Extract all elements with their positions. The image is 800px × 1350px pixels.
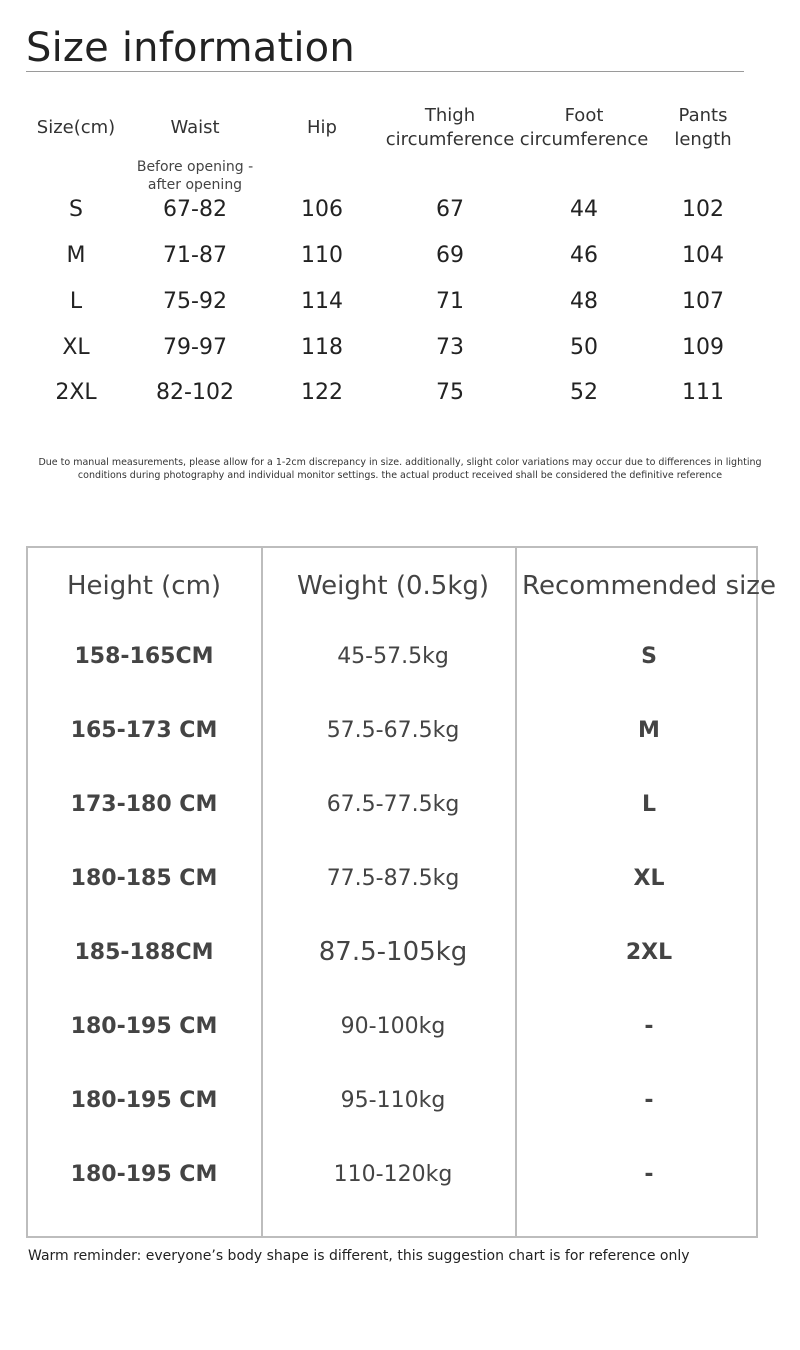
cell-size: XL [62,335,90,360]
waist-subnote: Before opening - after opening [136,159,254,193]
cell-recommended-size: S [641,644,657,669]
table-row [28,937,756,980]
cell-waist: 71-87 [163,243,227,268]
cell-size: 2XL [55,380,97,405]
cell-hip: 110 [301,243,343,268]
cell-pants-length: 102 [682,197,724,222]
table-row [0,380,800,440]
header-recommended-size: Recommended size [522,571,776,601]
table-row [28,1014,756,1054]
header-height: Height (cm) [66,571,222,601]
cell-height: 173-180 CM [70,792,218,817]
cell-weight: 110-120kg [333,1162,453,1187]
cell-waist: 79-97 [163,335,227,360]
cell-foot: 44 [570,197,598,222]
header-hip: Hip [307,117,337,138]
cell-foot: 48 [570,289,598,314]
cell-height: 180-195 CM [70,1014,218,1039]
cell-weight: 90-100kg [340,1014,446,1039]
cell-hip: 118 [301,335,343,360]
cell-thigh: 75 [436,380,464,405]
cell-height: 180-185 CM [70,866,218,891]
cell-thigh: 69 [436,243,464,268]
header-foot: Foot circumference [519,105,649,150]
cell-recommended-size: M [638,718,660,743]
cell-recommended-size: L [641,792,657,817]
cell-pants-length: 111 [682,380,724,405]
cell-hip: 114 [301,289,343,314]
cell-hip: 106 [301,197,343,222]
cell-pants-length: 104 [682,243,724,268]
cell-foot: 50 [570,335,598,360]
disclaimer-line: conditions during photography and individual monitor settings. the actual product received shall be considered the definitive reference [77,470,723,481]
cell-thigh: 67 [436,197,464,222]
cell-recommended-size: 2XL [625,940,673,965]
title-divider [26,71,744,72]
cell-weight: 67.5-77.5kg [326,792,460,817]
cell-waist: 82-102 [156,380,234,405]
size-recommendation-table [26,546,776,1238]
cell-thigh: 73 [436,335,464,360]
header-pants-length: Pants length [674,105,732,150]
cell-height: 180-195 CM [70,1088,218,1113]
cell-weight: 95-110kg [340,1088,446,1113]
cell-recommended-size: - [644,1162,654,1187]
warm-reminder: Warm reminder: everyone’s body shape is different, this suggestion chart is for reference only [28,1248,690,1264]
cell-size: M [66,243,86,268]
header-waist: Waist [170,117,220,138]
cell-pants-length: 109 [682,335,724,360]
header-size: Size(cm) [36,117,116,138]
cell-size: L [69,289,83,314]
measurement-disclaimer [0,456,800,482]
table-row [28,644,756,684]
cell-recommended-size: - [644,1014,654,1039]
cell-pants-length: 107 [682,289,724,314]
page-title: Size information [26,25,355,71]
table-row [28,1162,756,1202]
cell-height: 165-173 CM [70,718,218,743]
recommendation-header [28,565,776,605]
table-row [28,866,756,906]
cell-weight: 77.5-87.5kg [326,866,460,891]
cell-foot: 52 [570,380,598,405]
cell-waist: 67-82 [163,197,227,222]
cell-hip: 122 [301,380,343,405]
cell-foot: 46 [570,243,598,268]
cell-height: 180-195 CM [70,1162,218,1187]
cell-weight: 87.5-105kg [318,937,468,967]
cell-height: 158-165CM [74,644,214,669]
cell-weight: 45-57.5kg [337,644,449,669]
header-thigh: Thigh circumference [385,105,515,150]
cell-recommended-size: XL [633,866,665,891]
cell-size: S [69,197,83,222]
table-row [28,718,756,758]
table-row [28,1088,756,1128]
size-table-header [0,104,800,164]
table-row [28,792,756,832]
header-weight: Weight (0.5kg) [296,571,490,601]
cell-weight: 57.5-67.5kg [326,718,460,743]
disclaimer-line: Due to manual measurements, please allow for a 1-2cm discrepancy in size. additionally, slight color variations may occur due to differences in lighting [38,457,762,468]
cell-recommended-size: - [644,1088,654,1113]
cell-height: 185-188CM [74,940,214,965]
cell-thigh: 71 [436,289,464,314]
cell-waist: 75-92 [163,289,227,314]
